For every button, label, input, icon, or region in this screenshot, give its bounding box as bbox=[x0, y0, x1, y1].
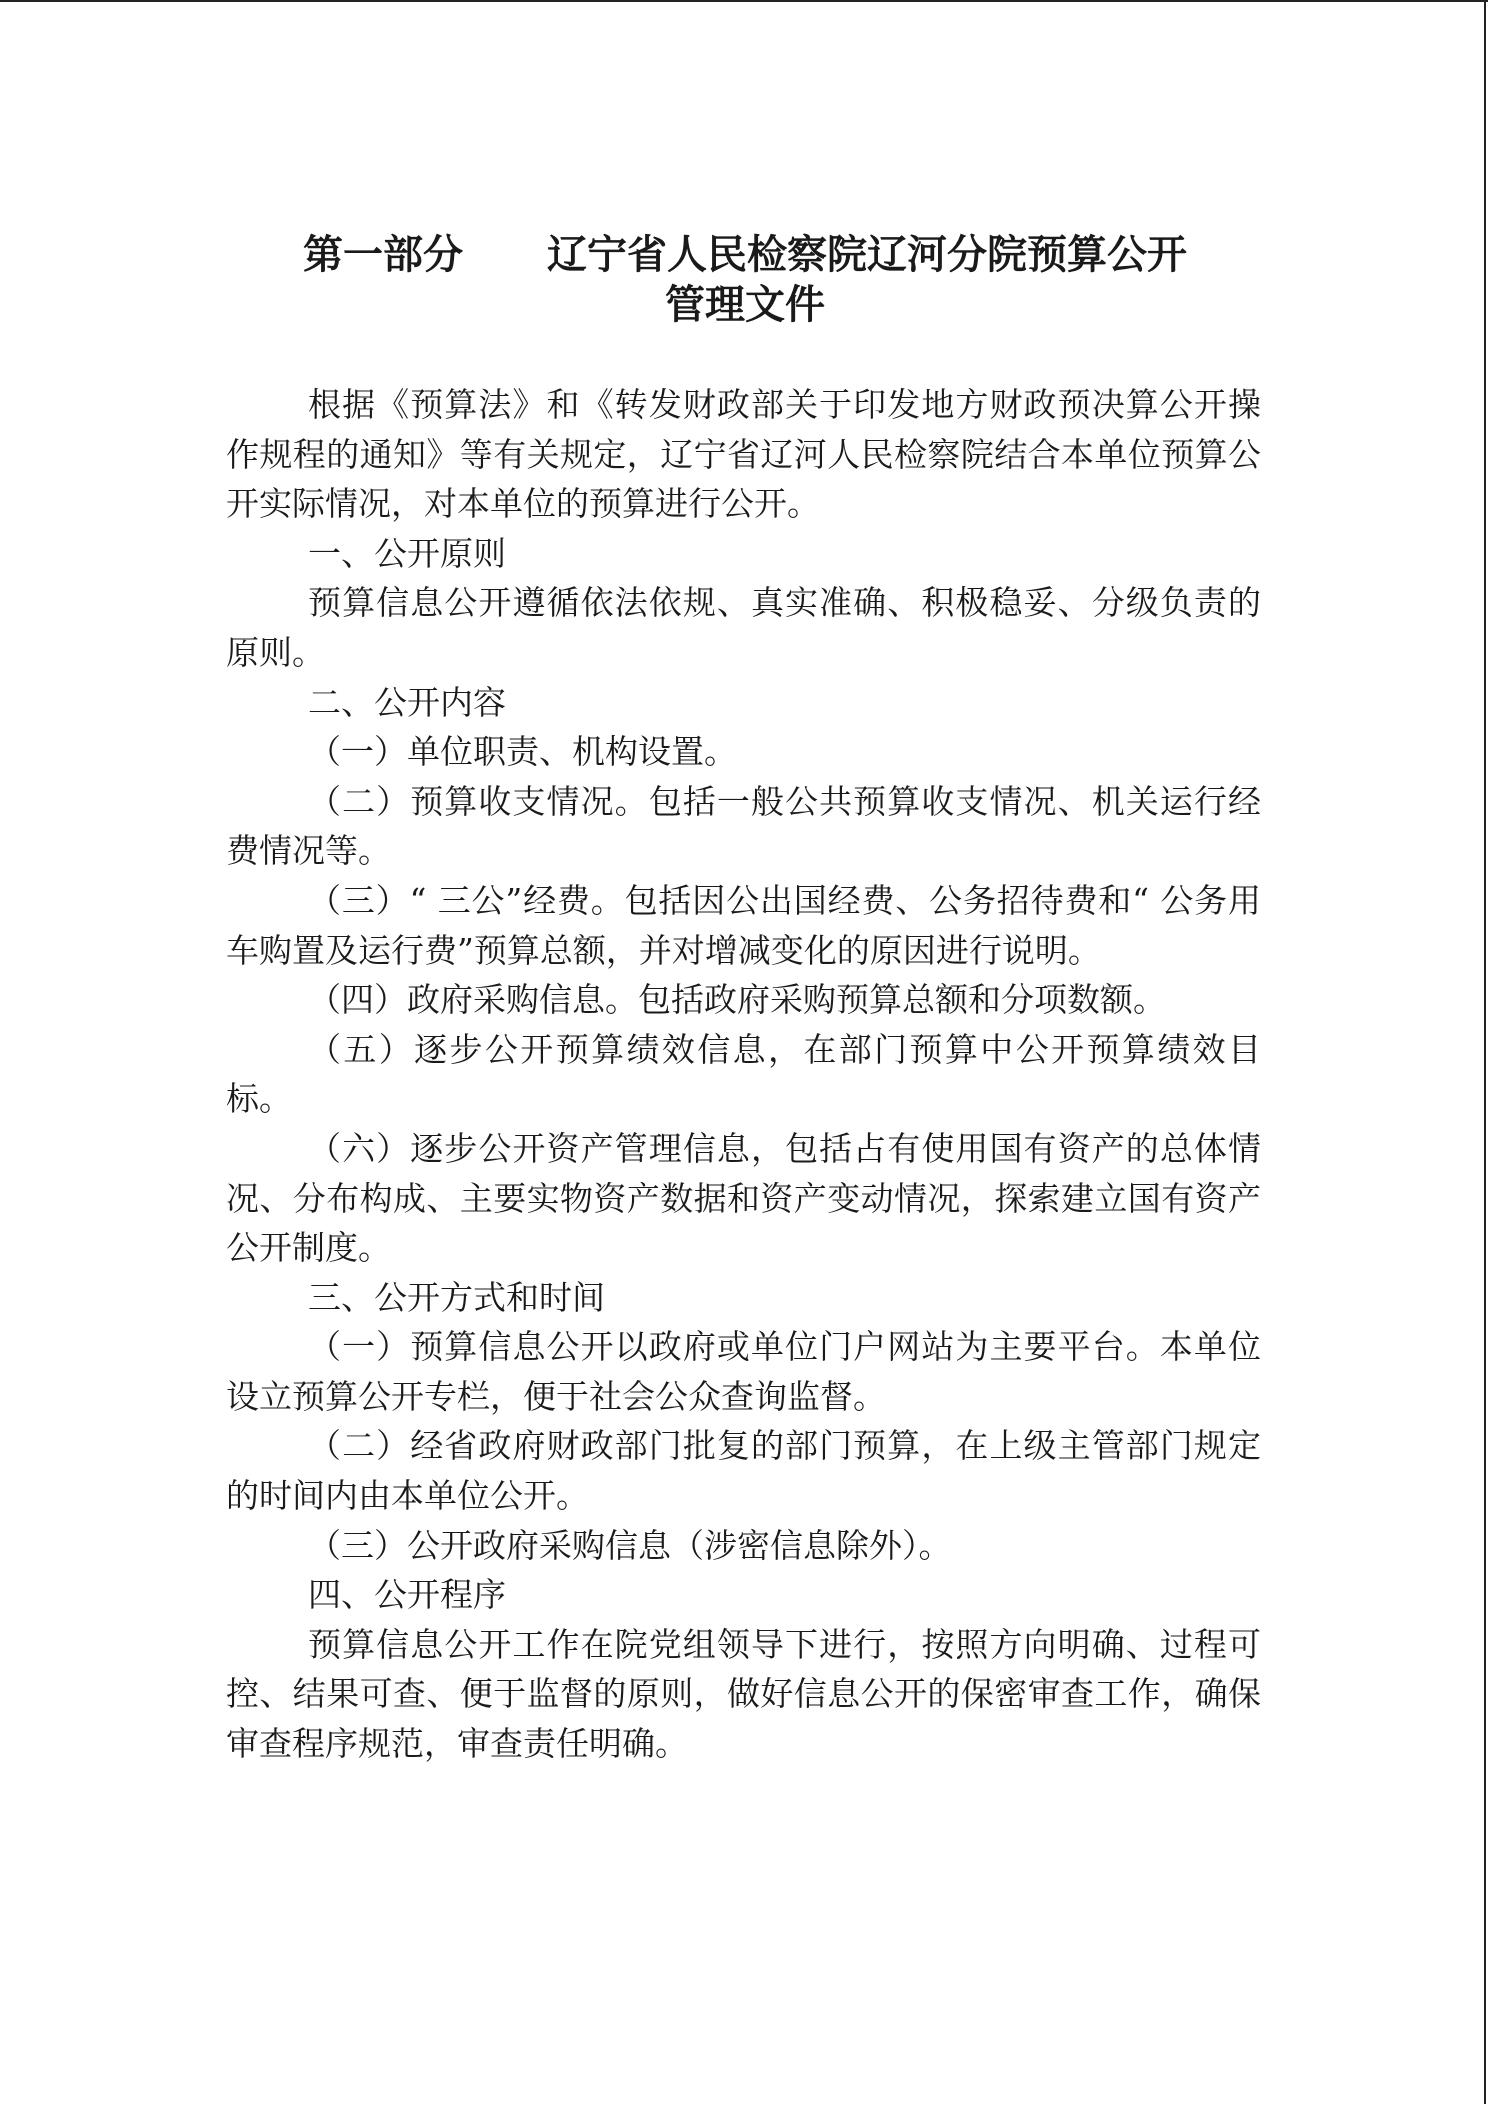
list-item: （三）公开政府采购信息（涉密信息除外）。 bbox=[308, 1525, 952, 1565]
document-body bbox=[226, 380, 1261, 1769]
section-heading-principles: 一、公开原则 bbox=[308, 533, 506, 573]
list-item: （三）“ 三公”经费。包括因公出国经费、公务招待费和“ 公务用车购置及运行费”预算总额，并对增减变化的原因进行说明。 bbox=[226, 880, 1261, 970]
section-heading-method: 三、公开方式和时间 bbox=[308, 1277, 605, 1317]
title-name-line2: 管理文件 bbox=[665, 282, 825, 328]
list-item: （一）单位职责、机构设置。 bbox=[308, 732, 737, 772]
list-item: （一）预算信息公开以政府或单位门户网站为主要平台。本单位设立预算公开专栏，便于社会公众查询监督。 bbox=[226, 1327, 1261, 1416]
section-heading-content: 二、公开内容 bbox=[308, 682, 506, 722]
document-title bbox=[225, 230, 1265, 330]
list-item: （六）逐步公开资产管理信息，包括占有使用国有资产的总体情况、分布构成、主要实物资产数据和资产变动情况，探索建立国有资产公开制度。 bbox=[226, 1128, 1261, 1268]
list-item: （五）逐步公开预算绩效信息，在部门预算中公开预算绩效目标。 bbox=[226, 1029, 1261, 1119]
page-top-edge bbox=[0, 0, 1488, 2]
body-paragraph: 预算信息公开工作在院党组领导下进行，按照方向明确、过程可控、结果可查、便于监督的原则，做好信息公开的保密审查工作，确保审查程序规范，审查责任明确。 bbox=[226, 1624, 1261, 1764]
title-part-label: 第一部分 bbox=[303, 232, 463, 278]
list-item: （四）政府采购信息。包括政府采购预算总额和分项数额。 bbox=[308, 980, 1166, 1020]
list-item: （二）预算收支情况。包括一般公共预算收支情况、机关运行经费情况等。 bbox=[226, 781, 1261, 871]
title-name-line1: 辽宁省人民检察院辽河分院预算公开 bbox=[547, 232, 1187, 278]
section-heading-procedure: 四、公开程序 bbox=[308, 1575, 506, 1615]
page-right-edge bbox=[1484, 0, 1486, 2104]
intro-paragraph: 根据《预算法》和《转发财政部关于印发地方财政预决算公开操作规程的通知》等有关规定，辽宁省辽河人民检察院结合本单位预算公开实际情况，对本单位的预算进行公开。 bbox=[226, 385, 1261, 524]
body-paragraph: 预算信息公开遵循依法依规、真实准确、积极稳妥、分级负责的原则。 bbox=[226, 583, 1261, 672]
list-item: （二）经省政府财政部门批复的部门预算，在上级主管部门规定的时间内由本单位公开。 bbox=[226, 1426, 1261, 1516]
